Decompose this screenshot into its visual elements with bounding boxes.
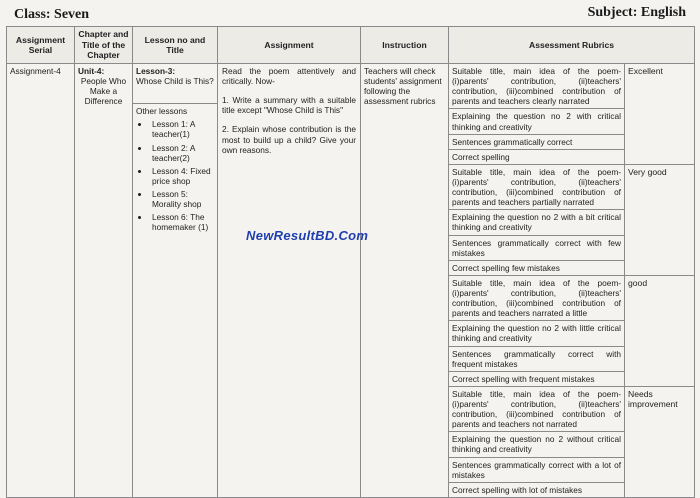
subject-label: Subject: English [587,5,686,20]
assignment-serial-cell [7,64,75,498]
col-header-instruction: Instruction [361,27,449,64]
col-header-rubrics: Assessment Rubrics [449,27,695,64]
class-label: Class: Seven [14,7,90,22]
rubric-criterion: Correct spelling [449,149,625,164]
other-lessons-list [136,119,214,232]
assignment-cell [218,64,361,498]
col-header-serial: Assignment Serial [7,27,75,64]
rubric-criterion: Sentences grammatically correct with few mistakes [449,235,625,260]
chapter-cell [75,64,133,498]
watermark: NewResultBD.Com [246,228,369,243]
assignment-serial: Assignment-4 [10,66,61,76]
rubric-criterion: Suitable title, main idea of the poem-(i)parents' contribution, (ii)teachers' contribution, (iii)combined contribution of parents and teachers narrated a little [449,275,625,320]
table-row [7,64,695,109]
other-lessons-title: Other lessons [133,103,217,116]
rubric-criterion: Sentences grammatically correct with a lot of mistakes [449,457,625,482]
lesson-cell [133,64,218,498]
assignment-table [6,26,695,498]
rubric-criterion: Correct spelling with frequent mistakes [449,371,625,386]
rubric-criterion: Explaining the question no 2 without critical thinking and creativity [449,432,625,457]
assignment-question-2: 2. Explain whose contribution is the most to build up a child? Give your own reasons. [222,124,356,155]
unit-label: Unit-4: [78,66,105,76]
col-header-lesson: Lesson no and Title [133,27,218,64]
rubric-grade: Excellent [625,64,695,165]
list-item: • Lesson 5: Morality shop [150,189,214,209]
col-header-chapter: Chapter and Title of the Chapter [75,27,133,64]
rubric-criterion: Suitable title, main idea of the poem-(i)parents' contribution, (ii)teachers' contribution, (iii)combined contribution of parents and teachers partially narrated [449,164,625,209]
lesson-label: Lesson-3: [136,66,176,76]
rubric-criterion: Suitable title, main idea of the poem-(i)parents' contribution, (ii)teachers' contribution, (iii)combined contribution of parents and teachers clearly narrated [449,64,625,109]
rubric-criterion: Explaining the question no 2 with little critical thinking and creativity [449,321,625,346]
lesson-title: Whose Child is This? [136,76,214,87]
rubric-criterion: Explaining the question no 2 with critical thinking and creativity [449,109,625,134]
list-item: • Lesson 1: A teacher(1) [150,119,214,139]
assignment-question-1: 1. Write a summary with a suitable title except "Whose Child is This" [222,95,356,116]
rubric-grade: Very good [625,164,695,275]
col-header-assignment: Assignment [218,27,361,64]
list-item: • Lesson 2: A teacher(2) [150,143,214,163]
instruction-cell [361,64,449,498]
assignment-intro: Read the poem attentively and critically. Now- [222,66,356,87]
rubric-criterion: Sentences grammatically correct with frequent mistakes [449,346,625,371]
list-item: • Lesson 4: Fixed price shop [150,166,214,186]
rubric-criterion: Correct spelling with lot of mistakes [449,482,625,497]
instruction-text: Teachers will check students' assignment following the assessment rubrics [364,66,442,107]
rubric-grade: Needs improvement [625,386,695,497]
rubric-criterion: Explaining the question no 2 with a bit critical thinking and creativity [449,210,625,235]
list-item: • Lesson 6: The homemaker (1) [150,212,214,232]
rubric-criterion: Sentences grammatically correct [449,134,625,149]
rubric-grade: good [625,275,695,386]
rubric-criterion: Suitable title, main idea of the poem-(i)parents' contribution, (ii)teachers' contribution, (iii)combined contribution of parents and teachers not narrated [449,386,625,431]
unit-title: People Who Make a Difference [80,76,127,107]
rubric-criterion: Correct spelling few mistakes [449,260,625,275]
table-header-row [7,27,695,64]
